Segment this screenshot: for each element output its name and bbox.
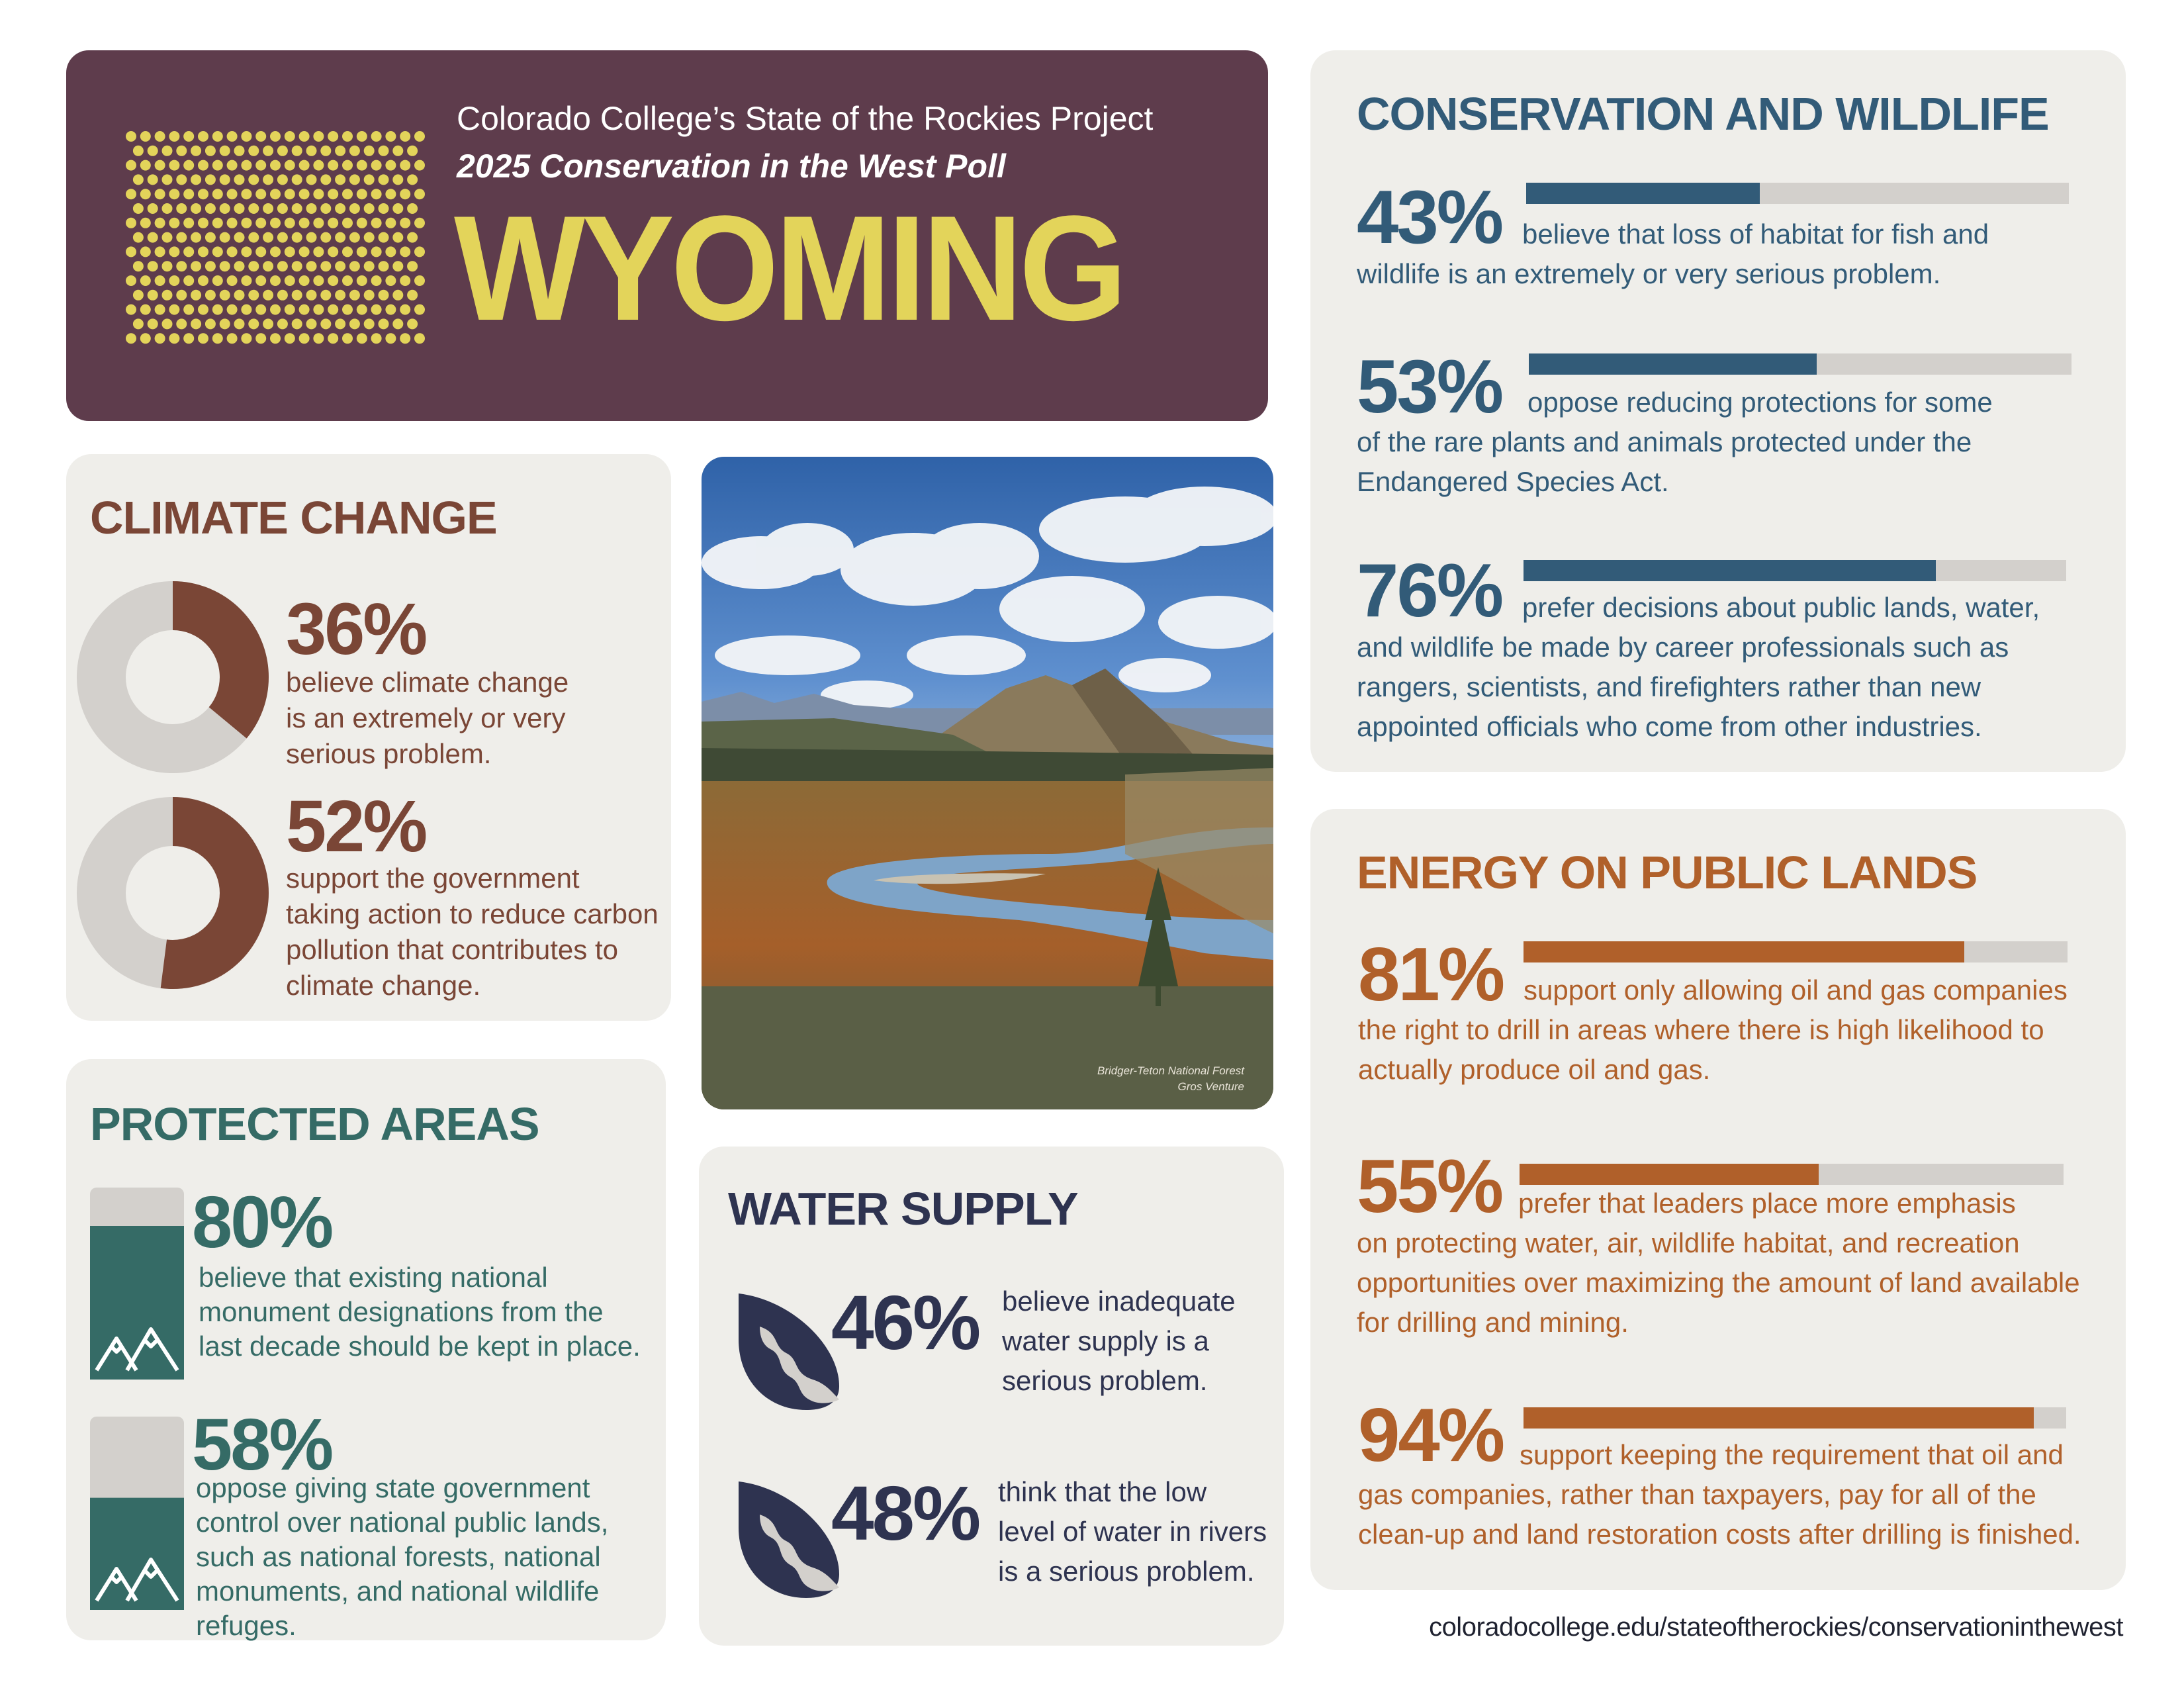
text-line: on protecting water, air, wildlife habitat, and recreation <box>1357 1227 2020 1258</box>
text-line: taking action to reduce carbon <box>286 898 659 929</box>
stat-description <box>1358 970 2132 1010</box>
stat-description-cont <box>1358 1010 2132 1090</box>
stat-percent: 58% <box>192 1404 332 1485</box>
progress-bar <box>1524 560 2066 581</box>
text-line: level of water in rivers <box>998 1516 1267 1547</box>
stat-percent: 52% <box>286 786 426 867</box>
stat-percent: 43% <box>1357 175 1502 259</box>
text-line: of the rare plants and animals protected under the <box>1357 426 1972 457</box>
progress-bar <box>1524 1407 2066 1429</box>
text-line: support keeping the requirement that oil and <box>1520 1439 2064 1470</box>
progress-fill <box>1526 183 1760 204</box>
section-title: CLIMATE CHANGE <box>90 492 497 543</box>
energy-public-lands-card <box>1310 809 2126 1590</box>
photo-credit <box>1097 1063 1244 1095</box>
donut-chart-52 <box>77 797 269 989</box>
text-line: control over national public lands, <box>196 1507 609 1538</box>
stat-percent: 81% <box>1358 933 1504 1017</box>
water-drop-icon <box>733 1475 846 1601</box>
stat-percent: 94% <box>1358 1393 1504 1477</box>
stat-description <box>286 861 659 1004</box>
text-line: serious problem. <box>1002 1365 1208 1396</box>
text-line: believe inadequate <box>1002 1286 1236 1317</box>
water-drop-icon <box>733 1287 846 1413</box>
stat-description <box>199 1260 641 1364</box>
donut-chart-36 <box>77 581 269 773</box>
stat-description-cont <box>1358 1475 2132 1554</box>
text-line: believe that loss of habitat for fish and <box>1522 218 1989 250</box>
text-line: oppose reducing protections for some <box>1527 387 1993 418</box>
organization-name: Colorado College’s State of the Rockies Project <box>457 100 1154 137</box>
landscape-illustration <box>702 457 1273 1109</box>
text-line: monument designations from the <box>199 1296 604 1327</box>
progress-fill <box>1524 560 1936 581</box>
stat-percent: 55% <box>1357 1145 1502 1229</box>
landscape-photo <box>702 457 1273 1109</box>
stat-percent: 46% <box>831 1280 979 1366</box>
dot-pattern-graphic <box>123 128 428 347</box>
text-line: and wildlife be made by career professionals such as <box>1357 632 2009 663</box>
stat-description <box>1002 1282 1236 1401</box>
section-title: PROTECTED AREAS <box>90 1098 539 1150</box>
stat-description <box>1358 1435 2132 1475</box>
text-line: is a serious problem. <box>998 1556 1255 1587</box>
progress-fill <box>1520 1164 1819 1185</box>
progress-fill <box>1524 941 1964 962</box>
progress-bar <box>1520 1164 2064 1185</box>
stat-percent: 80% <box>192 1182 332 1263</box>
text-line: prefer that leaders place more emphasis <box>1518 1188 2016 1219</box>
climate-change-card <box>66 454 671 1021</box>
text-line: believe that existing national <box>199 1262 548 1293</box>
text-line: Endangered Species Act. <box>1357 466 1669 497</box>
text-line: serious problem. <box>286 738 492 769</box>
stat-percent: 76% <box>1357 549 1502 633</box>
mountain-bar-58 <box>90 1417 184 1610</box>
protected-areas-card <box>66 1059 666 1640</box>
progress-fill <box>1529 353 1817 375</box>
section-title: WATER SUPPLY <box>728 1183 1078 1235</box>
progress-fill <box>1524 1407 2034 1429</box>
stat-description <box>1357 588 2118 628</box>
text-line: last decade should be kept in place. <box>199 1331 641 1362</box>
text-line: prefer decisions about public lands, water, <box>1522 592 2040 623</box>
text-line: think that the low <box>998 1476 1207 1507</box>
stat-description <box>1357 214 2118 254</box>
text-line: such as national forests, national <box>196 1541 601 1572</box>
text-line: is an extremely or very <box>286 702 566 733</box>
bar-fill <box>90 1498 184 1610</box>
stat-description-cont <box>1357 1223 2131 1342</box>
section-title: CONSERVATION AND WILDLIFE <box>1357 88 2049 140</box>
header-banner <box>66 50 1268 421</box>
stat-description <box>998 1472 1267 1591</box>
text-line: rangers, scientists, and firefighters rather than new <box>1357 671 1981 702</box>
text-line: oppose giving state government <box>196 1472 590 1503</box>
text-line: support only allowing oil and gas companies <box>1524 974 2068 1006</box>
stat-description <box>286 665 569 772</box>
progress-bar <box>1529 353 2071 375</box>
progress-bar <box>1526 183 2069 204</box>
conservation-wildlife-card <box>1310 50 2126 772</box>
text-line: appointed officials who come from other industries. <box>1357 711 1982 742</box>
text-line: water supply is a <box>1002 1325 1209 1356</box>
text-line: gas companies, rather than taxpayers, pay for all of the <box>1358 1479 2036 1510</box>
stat-percent: 53% <box>1357 345 1502 429</box>
text-line: support the government <box>286 863 580 894</box>
credit-location: Bridger-Teton National Forest <box>1097 1064 1244 1077</box>
text-line: wildlife is an extremely or very serious problem. <box>1357 258 1941 289</box>
text-line: climate change. <box>286 970 481 1001</box>
poll-title: 2025 Conservation in the West Poll <box>457 148 1006 185</box>
stat-percent: 36% <box>286 588 426 670</box>
stat-description-cont <box>1357 422 2118 502</box>
text-line: believe climate change <box>286 667 569 698</box>
stat-description <box>196 1471 608 1643</box>
text-line: for drilling and mining. <box>1357 1307 1629 1338</box>
text-line: actually produce oil and gas. <box>1358 1054 1711 1085</box>
text-line: the right to drill in areas where there is high likelihood to <box>1358 1014 2044 1045</box>
text-line: monuments, and national wildlife <box>196 1575 600 1607</box>
state-title: WYOMING <box>454 184 1124 352</box>
text-line: clean-up and land restoration costs after drilling is finished. <box>1358 1519 2081 1550</box>
mountain-bar-80 <box>90 1188 184 1380</box>
stat-description <box>1357 383 2118 422</box>
stat-percent: 48% <box>831 1470 979 1556</box>
credit-photographer: Gros Venture <box>1177 1080 1244 1093</box>
stat-description-cont <box>1357 628 2118 747</box>
text-line: pollution that contributes to <box>286 934 618 965</box>
text-line: opportunities over maximizing the amount of land available <box>1357 1267 2080 1298</box>
stat-description-cont <box>1357 254 2118 294</box>
stat-description <box>1357 1184 2131 1223</box>
section-title: ENERGY ON PUBLIC LANDS <box>1357 847 1978 898</box>
water-supply-card <box>699 1147 1284 1646</box>
text-line: refuges. <box>196 1610 296 1641</box>
progress-bar <box>1524 941 2068 962</box>
footer-url-link[interactable]: coloradocollege.edu/stateoftherockies/conservationinthewest <box>1429 1613 2123 1642</box>
